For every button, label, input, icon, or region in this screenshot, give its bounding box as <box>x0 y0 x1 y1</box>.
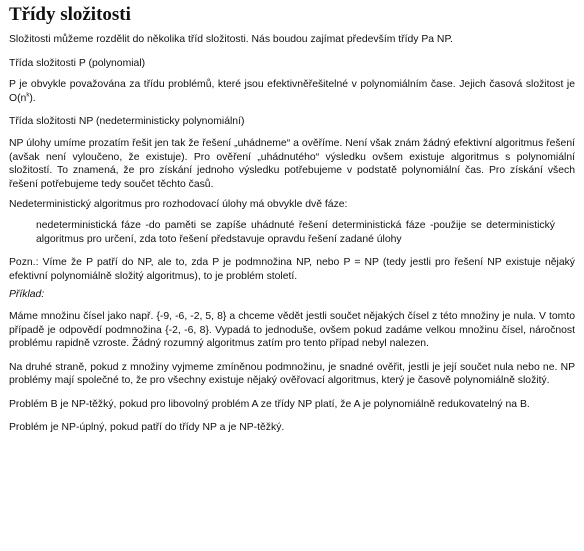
page-title: Třídy složitosti <box>9 4 131 25</box>
intro-paragraph: Složitosti můžeme rozdělit do několika tříd složitosti. Nás boudou zajímat především třídy Pa NP. <box>9 34 453 45</box>
np-hard-definition: Problém B je NP-těžký, pokud pro libovolný problém A ze třídy NP platí, že A je polynomiálně redukovatelný na B. <box>9 398 530 410</box>
verification-paragraph: Na druhé straně, pokud z množiny vyjmeme zmíněnou podmnožinu, je snadné ověřit, jestli je její součet nula nebo ne. NP problémy mají společné to, že pro všechny existuje nějaký ověřovací algoritmus, který je časově polynomiálně složitý. <box>9 361 575 387</box>
np-complete-definition: Problém je NP-úplný, pokud patří do třídy NP a je NP-těžký. <box>9 422 285 434</box>
class-p-paragraph <box>9 78 575 105</box>
nondeterministic-phases-intro: Nedeterministický algoritmus pro rozhodovací úlohy má obvykle dvě fáze: <box>9 199 348 211</box>
example-label: Příklad: <box>9 289 45 301</box>
note-paragraph: Pozn.: Víme že P patří do NP, ale to, zda P je podmnožina NP, nebo P = NP (tedy jestli pro řešení NP existuje nějaký efektivní polynomiálně složitý algoritmus), to je problém století. <box>9 257 575 282</box>
class-p-heading: Třída složitosti P (polynomial) <box>9 57 146 69</box>
class-p-text-end: ). <box>29 92 36 104</box>
class-p-exponent: k <box>26 92 30 99</box>
document <box>9 4 575 435</box>
phases-description: nedeterministická fáze -do paměti se zapíše uhádnuté řešení deterministická fáze -použije se deterministický algoritmus pro určení, zda toto řešení představuje opravdu řešení zadané úlohy <box>36 219 555 245</box>
example-paragraph: Máme množinu čísel jako např. {-9, -6, -2, 5, 8} a chceme vědět jestli součet nějakých čísel z této množiny je nula. V tomto případě je odpovědí podmnožina {-2, -6, 8}. Vypadá to jednoduše, ovšem pokud zadáme velkou množinu čísel, náročnost problému rapidně vzroste. Žádný rozumný algoritmus zatím pro tento případ nebyl nalezen. <box>9 310 575 350</box>
class-p-text: P je obvykle považována za třídu problémů, které jsou efektivněřešitelné v polynomiálním čase. Jejich časová složitost je O(n <box>9 79 575 104</box>
class-np-heading: Třída složitosti NP (nedeterministicky polynomiální) <box>9 116 245 128</box>
class-np-paragraph: NP úlohy umíme prozatím řešit jen tak že řešení „uhádneme“ a ověříme. Není však znám žádný efektivní algoritmus řešení (avšak není vyloučeno, že existuje). Pro ověření „uhádnutého“ výsledku ovšem existuje algoritmus s polynomiální složitostí. To znamená, že pro získání jednoho výsledku potřebujeme v podstatě polynomiální čas. Pro získání všech řešení potřebujeme tedy součet těchto časů. <box>9 137 575 190</box>
